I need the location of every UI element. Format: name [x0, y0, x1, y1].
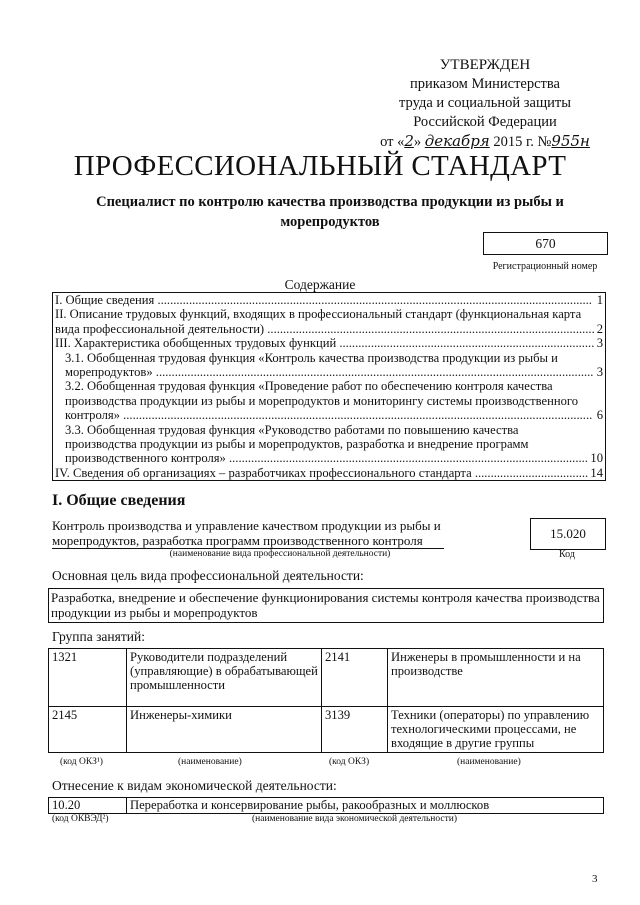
approval-block: [380, 56, 590, 152]
date-mid: »: [413, 134, 422, 150]
goal-text-box: Разработка, внедрение и обеспечение функционирования системы контроля качества производства продукции из рыбы и морепродуктов: [48, 588, 604, 623]
toc-item: [53, 307, 605, 336]
toc-item: [53, 466, 605, 480]
toc-item-page: 1: [596, 293, 603, 307]
table-row: [49, 798, 604, 814]
toc-item: [53, 336, 605, 350]
approval-line-order: приказом Министерства: [410, 76, 560, 92]
registration-number-box: 670: [483, 232, 608, 255]
table-of-contents: [52, 292, 606, 481]
toc-item: [53, 423, 605, 466]
okved-code: 10.20: [49, 798, 127, 814]
date-month: декабря: [424, 132, 490, 150]
approval-title: УТВЕРЖДЕН: [439, 57, 531, 73]
okz-code-caption-left: (код ОКЗ¹): [60, 757, 103, 767]
toc-item-text: 3.2. Обобщенная трудовая функция «Проведение работ по обеспечению контроля качества производства продукции из рыбы и морепродуктов и мониторингу системы производственного контроля» .....................................................................................................................................................: [65, 379, 593, 423]
activity-name: Контроль производства и управление качеством продукции из рыбы и морепродуктов, разработка программ производственного контроля: [52, 518, 444, 549]
table-row: [49, 649, 604, 707]
economic-activity-label: Отнесение к видам экономической деятельности:: [52, 778, 337, 793]
table-cell: 1321: [49, 649, 127, 707]
toc-item: [53, 293, 605, 307]
okved-name-caption: (наименование вида экономической деятельности): [252, 814, 457, 824]
order-number: 955н: [551, 132, 590, 150]
occupation-group-label: Группа занятий:: [52, 629, 145, 644]
activity-code-caption: Код: [559, 549, 575, 560]
toc-item-text: IV. Сведения об организациях – разработчиках профессионального стандарта ....................................: [55, 465, 589, 480]
toc-item-page: 2: [596, 321, 603, 336]
toc-item-text: II. Описание трудовых функций, входящих в профессиональный стандарт (функциональная карта вида профессиональной деятельности) ........................................................................................................: [55, 307, 595, 336]
table-cell: 2145: [49, 707, 127, 753]
toc-item-text: 3.3. Обобщенная трудовая функция «Руководство работами по повышению качества производства продукции из рыбы и морепродуктов, разработка и внедрение программ производственного контроля» ..................................................................................................................: [65, 422, 588, 466]
table-row: [49, 707, 604, 753]
toc-item-page: 3: [596, 336, 603, 351]
okved-code-caption: (код ОКВЭД²): [52, 814, 109, 824]
occupation-table: [48, 648, 604, 753]
toc-item-text: 3.1. Обобщенная трудовая функция «Контроль качества производства продукции из рыбы и морепродуктов» ...........................................................................................................................................: [65, 350, 594, 380]
okz-name-caption-left: (наименование): [178, 757, 242, 767]
okz-code-caption-right: (код ОКЗ): [329, 757, 370, 767]
okz-name-caption-right: (наименование): [457, 757, 521, 767]
toc-item: [53, 379, 605, 422]
economic-activity-table: [48, 797, 604, 814]
approval-line-ministry: труда и социальной защиты: [399, 95, 571, 111]
page-mark: 3: [592, 873, 598, 885]
registration-caption: Регистрационный номер: [492, 261, 598, 272]
toc-item-page: 6: [596, 408, 603, 423]
table-cell: 2141: [322, 649, 388, 707]
approval-line-country: Российской Федерации: [413, 114, 557, 130]
toc-item-text: III. Характеристика обобщенных трудовых функций .................................................................................: [55, 336, 595, 351]
toc-item-page: 10: [590, 451, 603, 466]
table-cell: Руководители подразделений (управляющие) в обрабатывающей промышленности: [127, 649, 322, 707]
toc-item-page: 14: [590, 465, 603, 480]
table-cell: 3139: [322, 707, 388, 753]
toc-item-page: 3: [596, 365, 603, 380]
section-heading: I. Общие сведения: [52, 492, 186, 509]
toc-item: [53, 351, 605, 380]
activity-code-box: 15.020: [530, 518, 606, 550]
date-prefix: от «: [380, 134, 405, 150]
document-title: ПРОФЕССИОНАЛЬНЫЙ СТАНДАРТ: [73, 150, 567, 182]
table-cell: Техники (операторы) по управлению технологическими процессами, не входящие в другие группы: [388, 707, 604, 753]
goal-label: Основная цель вида профессиональной деятельности:: [52, 568, 364, 583]
activity-caption: (наименование вида профессиональной деятельности): [169, 549, 391, 559]
approval-date-line: [380, 132, 590, 152]
toc-heading: Содержание: [284, 277, 356, 292]
table-cell: Инженеры в промышленности и на производстве: [388, 649, 604, 707]
toc-item-text: I. Общие сведения ..........................................................................................................................................: [55, 293, 592, 307]
date-year: 2015 г. №: [493, 134, 552, 150]
document-subtitle: Специалист по контролю качества производства продукции из рыбы и морепродуктов: [96, 194, 564, 230]
date-day: 2: [404, 132, 414, 150]
okved-name: Переработка и консервирование рыбы, ракообразных и моллюсков: [127, 798, 604, 814]
table-cell: Инженеры-химики: [127, 707, 322, 753]
